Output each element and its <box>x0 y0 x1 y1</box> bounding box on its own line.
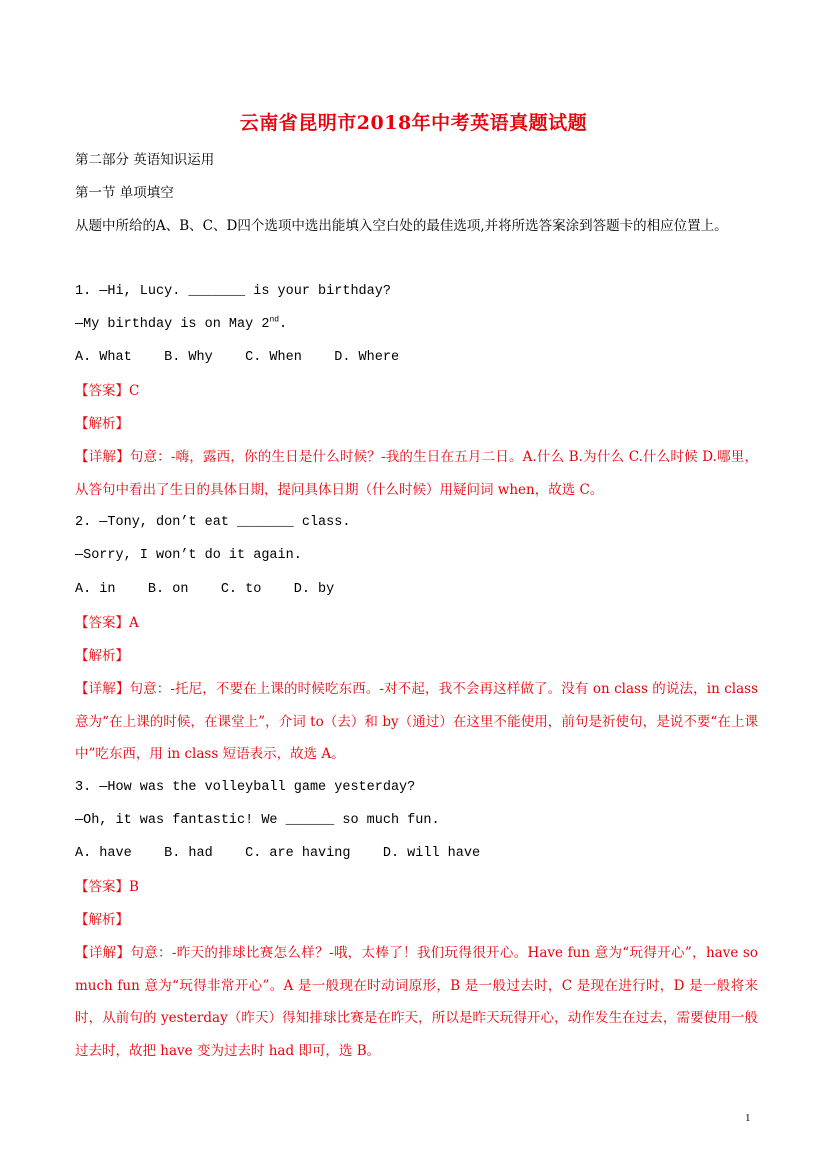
question-3-options: A. have B. had C. are having D. will have <box>75 846 481 861</box>
question-2-answer: 【答案】A <box>75 615 139 631</box>
question-3-answer: 【答案】B <box>75 879 139 895</box>
question-3-analysis-label: 【解析】 <box>75 912 129 928</box>
question-2-prompt: 2. —Tony, don’t eat _______ class. <box>75 515 351 530</box>
ordinal-superscript: nd <box>269 315 280 325</box>
question-1-answer: 【答案】C <box>75 383 140 399</box>
question-2-detail: 【详解】句意：-托尼，不要在上课的时候吃东西。-对不起，我不会再这样做了。没有 on class 的说法，in class 意为“在上课的时候，在课堂上”，介词 to（去）和 by（通过）在这里不能使用，前句是祈使句，是说不要“在上课中”吃东西，用 in class 短语表示，故选 A。 <box>75 681 758 762</box>
question-1-options: A. What B. Why C. When D. Where <box>75 350 400 365</box>
question-2-options: A. in B. on C. to D. by <box>75 582 335 597</box>
document-title: 云南省昆明市2018年中考英语真题试题 <box>239 112 588 134</box>
question-1-response-end: . <box>279 317 288 332</box>
section-heading: 第一节 单项填空 <box>75 185 174 201</box>
question-1-detail: 【详解】句意：-嗨，露西，你的生日是什么时候？-我的生日在五月二日。A.什么 B.为什么 C.什么时候 D.哪里，从答句中看出了生日的具体日期，提问具体日期（什么时候）用疑问词 when，故选 C。 <box>75 449 758 498</box>
question-1-response <box>75 316 765 334</box>
part-heading: 第二部分 英语知识运用 <box>75 152 215 168</box>
instructions-paragraph: 从题中所给的A、B、C、D四个选项中选出能填入空白处的最佳选项,并将所选答案涂到答题卡的相应位置上。 <box>75 218 728 234</box>
page-number: 1 <box>745 1112 751 1124</box>
question-3-response: —Oh, it was fantastic! We ______ so much fun. <box>75 813 440 828</box>
question-2-response: —Sorry, I won’t do it again. <box>75 548 302 563</box>
question-3-detail: 【详解】句意：-昨天的排球比赛怎么样？-哦，太棒了！我们玩得很开心。Have fun 意为“玩得开心”，have so much fun 意为“玩得非常开心”。A 是一般现在时动词原形，B 是一般过去时，C 是现在进行时，D 是一般将来时，从前句的 yesterday（昨天）得知排球比赛是在昨天，所以是昨天玩得开心，动作发生在过去，需要使用一般过去时，故把 have 变为过去时 had 即可，选 B。 <box>75 945 758 1059</box>
question-3-prompt: 3. —How was the volleyball game yesterday? <box>75 780 416 795</box>
question-2-analysis-label: 【解析】 <box>75 648 129 664</box>
question-1-response-text: —My birthday is on May 2 <box>75 317 270 332</box>
question-1-prompt: 1. —Hi, Lucy. _______ is your birthday? <box>75 284 391 299</box>
question-1-analysis-label: 【解析】 <box>75 416 129 432</box>
